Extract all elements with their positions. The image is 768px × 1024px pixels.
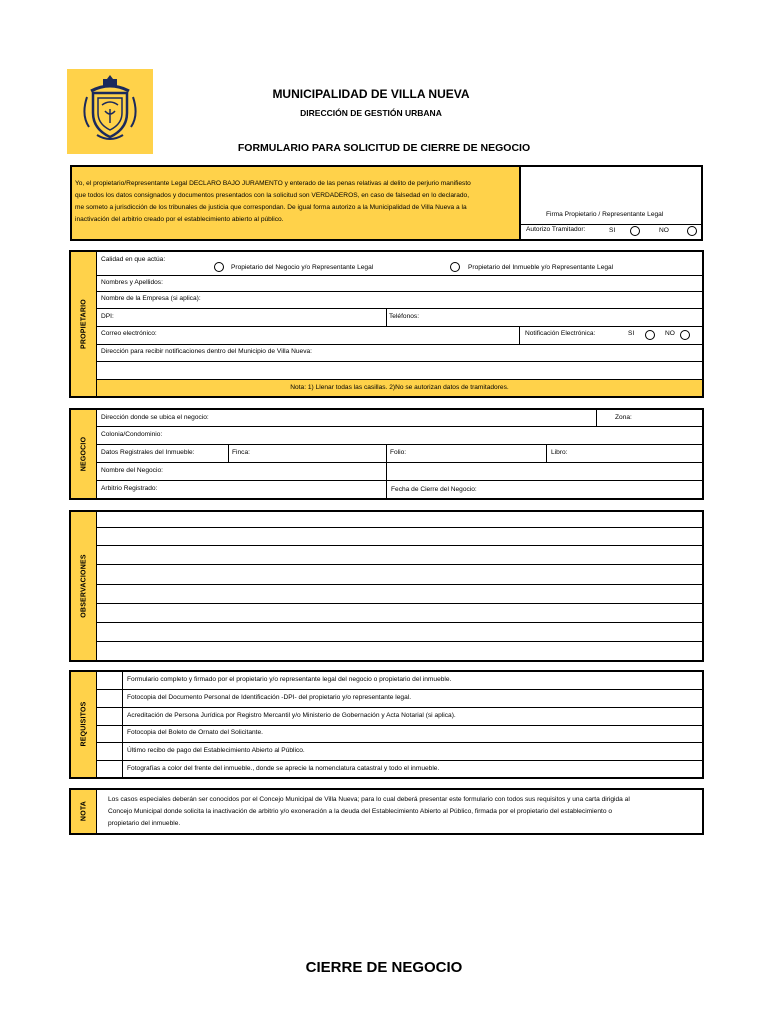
negocio-direccion-label: Dirección donde se ubica el negocio:	[101, 414, 209, 421]
folio-label: Folio:	[390, 449, 407, 456]
option-negocio-label: Propietario del Negocio y/o Representante Legal	[231, 264, 374, 271]
correo-label: Correo electrónico:	[101, 330, 157, 337]
nota-line: propietario del inmueble.	[108, 820, 181, 827]
requisito-item: Fotocopia del Boleto de Ornato del Solicitante.	[127, 729, 263, 736]
authorize-label: Autorizo Tramitador:	[526, 226, 586, 233]
option-negocio-radio[interactable]	[214, 262, 224, 272]
option-inmueble-label: Propietario del Inmueble y/o Representante Legal	[468, 264, 614, 271]
folio-field[interactable]	[410, 445, 545, 462]
notificacion-si-label: SI	[628, 330, 635, 337]
correo-field[interactable]	[166, 327, 518, 344]
nota-line: Concejo Municipal donde solicita la inactivación de arbitrio y/o exoneración a la deuda del Establecimiento Abierto al Público, firmada por el propietario del establecimiento o	[108, 808, 612, 815]
declaration-line: me someto a jurisdicción de los tribunales de justicia que correspondan. De igual forma autorizo a la Municipalidad de Villa Nueva a la	[75, 204, 467, 211]
signature-label: Firma Propietario / Representante Legal	[546, 211, 664, 218]
colonia-field[interactable]	[175, 427, 701, 444]
notificacion-no-label: NO	[665, 330, 675, 337]
requisito-item: Fotografías a color del frente del inmueble., donde se aprecie la nomenclatura catastral y todo el inmueble.	[127, 765, 440, 772]
empresa-field[interactable]	[214, 292, 701, 308]
registrales-label: Datos Registrales del Inmueble:	[101, 449, 195, 456]
fecha-cierre-label: Fecha de Cierre del Negocio:	[391, 486, 477, 493]
requisito-checkbox[interactable]	[98, 690, 122, 707]
zona-field[interactable]	[636, 411, 701, 426]
page-subtitle: DIRECCIÓN DE GESTIÓN URBANA	[300, 108, 442, 118]
direccion-notificaciones-field[interactable]	[98, 362, 701, 379]
authorize-no-radio[interactable]	[687, 226, 697, 236]
arbitrio-label: Arbitrio Registrado:	[101, 485, 158, 492]
observaciones-field[interactable]	[98, 512, 701, 660]
dpi-field[interactable]	[118, 309, 385, 326]
nombre-negocio-label: Nombre del Negocio:	[101, 467, 163, 474]
libro-label: Libro:	[551, 449, 568, 456]
form-title: FORMULARIO PARA SOLICITUD DE CIERRE DE NEGOCIO	[237, 142, 531, 154]
telefonos-field[interactable]	[426, 309, 701, 326]
requisito-item: Último recibo de pago del Establecimiento Abierto al Público.	[127, 747, 305, 754]
calidad-label: Calidad en que actúa:	[101, 256, 166, 263]
requisito-checkbox[interactable]	[98, 673, 122, 689]
declaration-line: que todos los datos consignados y documentos presentados con la solicitud son VERDADEROS, en caso de falsedad en lo declarado,	[75, 192, 470, 199]
notificacion-label: Notificación Electrónica:	[525, 330, 596, 337]
colonia-label: Colonia/Condominio:	[101, 431, 163, 438]
option-inmueble-radio[interactable]	[450, 262, 460, 272]
nombres-field[interactable]	[175, 276, 701, 291]
libro-field[interactable]	[572, 445, 701, 462]
notificacion-si-radio[interactable]	[645, 330, 655, 340]
zona-label: Zona:	[615, 414, 632, 421]
empresa-label: Nombre de la Empresa (si aplica):	[101, 295, 201, 302]
nota-line: Los casos especiales deberán ser conocidos por el Concejo Municipal de Villa Nueva; para lo cual deberá presentar este formulario con todos sus requisitos y una carta dirigida al	[108, 796, 630, 803]
authorize-no-label: NO	[659, 227, 669, 234]
dpi-label: DPI:	[101, 313, 114, 320]
requisito-checkbox[interactable]	[98, 726, 122, 742]
requisito-checkbox[interactable]	[98, 743, 122, 760]
footer-title: CIERRE DE NEGOCIO	[305, 959, 463, 976]
requisito-checkbox[interactable]	[98, 708, 122, 725]
declaration-box	[70, 165, 520, 241]
requisito-item: Acreditación de Persona Jurídica por Registro Mercantil y/o Ministerio de Gobernación y Acta Notarial (si aplica).	[127, 712, 456, 719]
page-title: MUNICIPALIDAD DE VILLA NUEVA	[272, 87, 470, 101]
propietario-nota: Nota: 1) Llenar todas las casillas. 2)No se autorizan datos de tramitadores.	[290, 384, 509, 391]
fecha-cierre-field[interactable]	[490, 481, 701, 498]
telefonos-label: Teléfonos:	[389, 313, 420, 320]
nombre-negocio-field[interactable]	[175, 463, 701, 480]
arbitrio-field[interactable]	[170, 481, 385, 498]
declaration-line: inactivación del arbitrio creado por el establecimiento abierto al público.	[75, 216, 284, 223]
notificacion-no-radio[interactable]	[680, 330, 690, 340]
authorize-si-radio[interactable]	[630, 226, 640, 236]
nombres-label: Nombres y Apellidos:	[101, 279, 163, 286]
direccion-notificaciones-label: Dirección para recibir notificaciones dentro del Municipio de Villa Nueva:	[101, 348, 312, 355]
requisito-item: Formulario completo y firmado por el propietario y/o representante legal del negocio o propietario del inmueble.	[127, 676, 452, 683]
finca-field[interactable]	[255, 445, 385, 462]
declaration-line: Yo, el propietario/Representante Legal DECLARO BAJO JURAMENTO y enterado de las penas relativas al delito de perjurio manifiesto	[75, 180, 471, 187]
requisito-item: Fotocopia del Documento Personal de Identificación -DPI- del propietario y/o representante legal.	[127, 694, 412, 701]
negocio-direccion-field[interactable]	[225, 411, 595, 426]
requisito-checkbox[interactable]	[98, 761, 122, 777]
finca-label: Finca:	[232, 449, 250, 456]
signature-field[interactable]	[521, 167, 701, 208]
authorize-si-label: SI	[609, 227, 616, 234]
